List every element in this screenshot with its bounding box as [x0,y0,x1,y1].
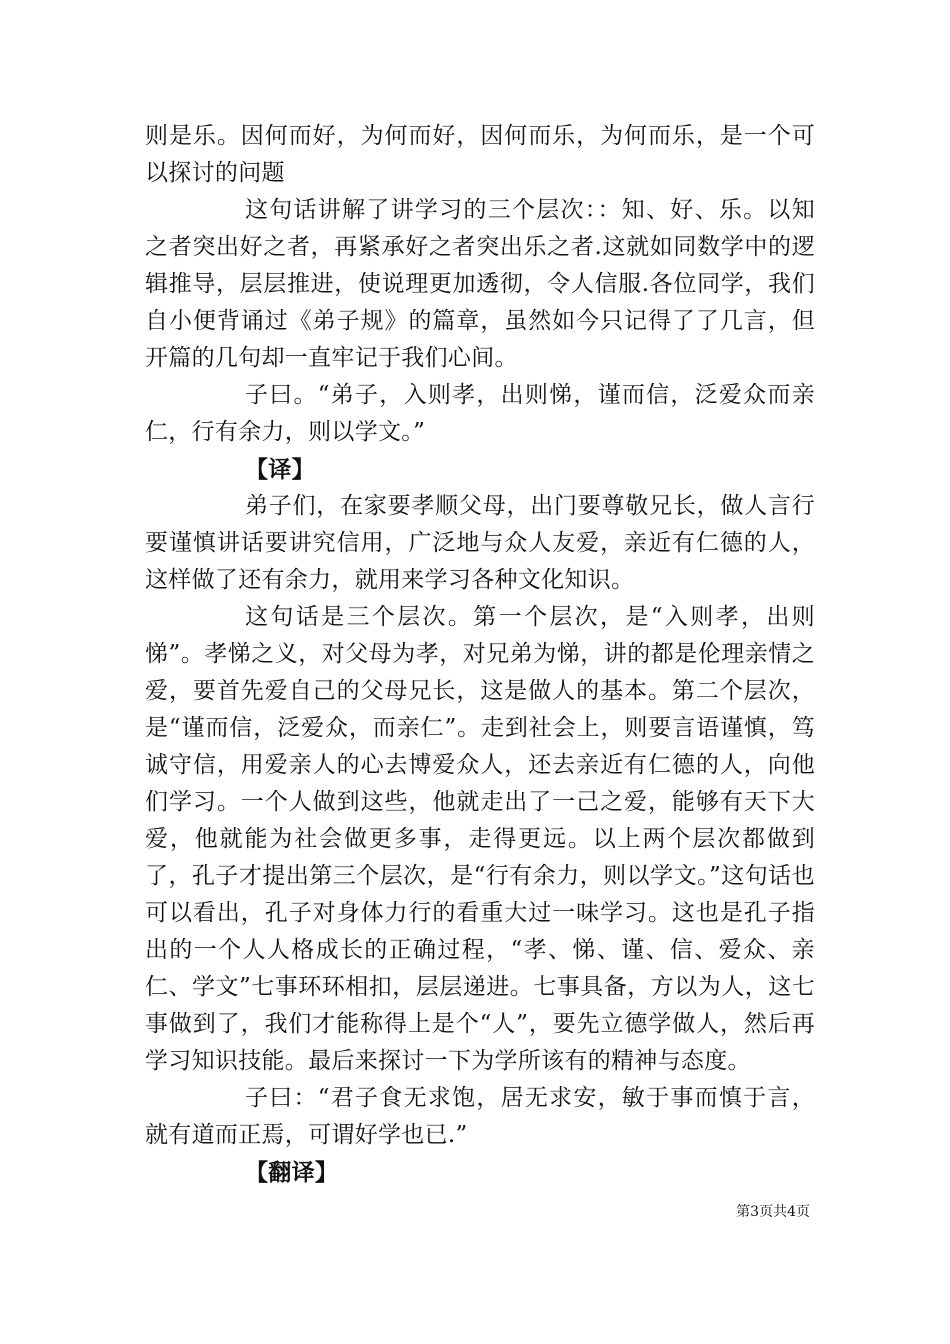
paragraph-analysis: 这句话是三个层次。第一个层次，是“入则孝，出则悌”。孝悌之义，对父母为孝，对兄弟为悌，讲的都是伦理亲情之爱，要首先爱自己的父母兄长，这是做人的基本。第二个层次，是“谨而信，泛爱众，而亲仁”。走到社会上，则要言语谨慎，笃诚守信，用爱亲人的心去博爱众人，还去亲近有仁德的人，向他们学习。一个人做到这些，他就走出了一己之爱，能够有天下大爱，他就能为社会做更多事，走得更远。以上两个层次都做到了，孔子才提出第三个层次，是“行有余力，则以学文。”这句话也可以看出，孔子对身体力行的看重大过一味学习。这也是孔子指出的一个人人格成长的正确过程，“孝、悌、谨、信、爱众、亲仁、学文”七事环环相扣，层层递进。七事具备，方以为人，这七事做到了，我们才能称得上是个“人”，要先立德学做人，然后再学习知识技能。最后来探讨一下为学所该有的精神与态度。 [145,604,815,1074]
page-number: 第3页共4页 [736,1204,810,1220]
paragraph-quote-dizi: 子曰。“弟子，入则孝，出则悌，谨而信，泛爱众而亲仁，行有余力，则以学文。” [145,382,815,445]
heading-translation: 【译】 [245,456,315,483]
paragraph-quote-junzi: 子曰：“君子食无求饱，居无求安，敏于事而慎于言，就有道而正焉，可谓好学也已.” [145,1085,815,1148]
paragraph-translation: 弟子们，在家要孝顺父母，出门要尊敬兄长，做人言行要谨慎讲话要讲究信用，广泛地与众人友爱，亲近有仁德的人，这样做了还有余力，就用来学习各种文化知识。 [145,493,815,593]
heading-fanyi: 【翻译】 [245,1159,339,1186]
document-body [145,118,815,1191]
paragraph-three-levels: 这句话讲解了讲学习的三个层次：：知、好、乐。以知之者突出好之者，再紧承好之者突出乐之者.这就如同数学中的逻辑推导，层层推进，使说理更加透彻，令人信服.各位同学，我们自小便背诵过《弟子规》的篇章，虽然如今只记得了了几言，但开篇的几句却一直牢记于我们心间。 [145,197,815,371]
paragraph-continuation: 则是乐。因何而好，为何而好，因何而乐，为何而乐，是一个可以探讨的问题 [145,123,815,186]
